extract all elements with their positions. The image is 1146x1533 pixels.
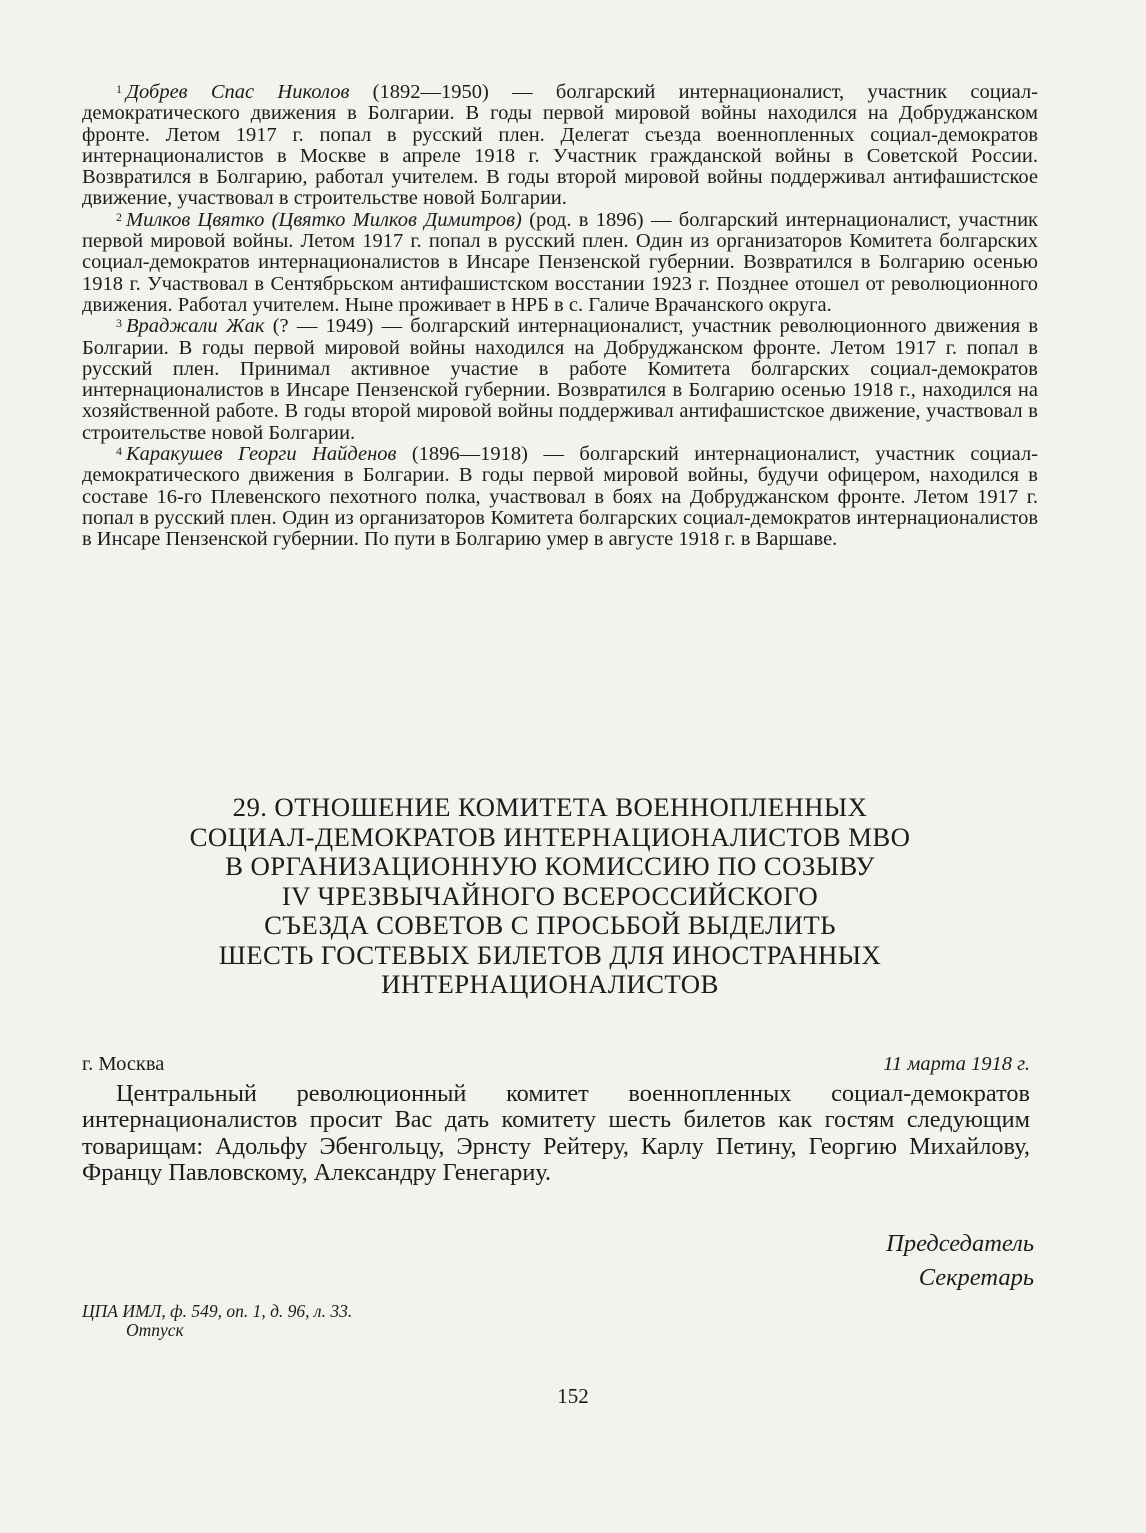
- title-line: 29. ОТНОШЕНИЕ КОМИТЕТА ВОЕННОПЛЕННЫХ: [232, 792, 868, 822]
- footnote: [82, 210, 1038, 316]
- document-place: г. Москва: [82, 1053, 165, 1075]
- footnote-text: (1896—1918) — болгарский интернационалист, участник социал-демократического движения в Болгарии. В годы первой мировой войны, будучи офицером, находился в составе 16-го Плевенского пехотного полка, участвовал в боях на Добруджанском фронте. Летом 1917 г. попал в русский плен. Один из организаторов Комитета болгарских социал-демократов интернационалистов в Инсаре Пензенской губернии. По пути в Болгарию умер в августе 1918 г. в Варшаве.: [82, 443, 1039, 551]
- footnote-number: 4: [116, 444, 122, 459]
- footnote-person-name: Каракушев Георги Найденов: [126, 443, 397, 466]
- archive-reference: ЦПА ИМЛ, ф. 549, оп. 1, д. 96, л. 33.: [82, 1301, 353, 1321]
- footnotes-section: [82, 82, 1038, 551]
- page-number: 152: [557, 1384, 589, 1408]
- title-line: ШЕСТЬ ГОСТЕВЫХ БИЛЕТОВ ДЛЯ ИНОСТРАННЫХ: [218, 939, 882, 970]
- footnote-person-name: Добрев Спас Николов: [126, 81, 350, 103]
- footnote-person-name: Милков Цвятко (Цвятко Милков Димитров): [126, 208, 522, 231]
- title-line: СЪЕЗДА СОВЕТОВ С ПРОСЬБОЙ ВЫДЕЛИТЬ: [264, 910, 836, 940]
- signature-chair: Председатель: [886, 1230, 1034, 1257]
- title-line: IV ЧРЕЗВЫЧАЙНОГО ВСЕРОССИЙСКОГО: [281, 880, 819, 911]
- document-title: [90, 793, 1010, 1000]
- footnote-number: 3: [116, 316, 122, 331]
- title-line: В ОРГАНИЗАЦИОННУЮ КОМИССИЮ ПО СОЗЫВУ: [225, 851, 875, 881]
- body-paragraph: Центральный революционный комитет военнопленных социал-демократов интернационалистов просит Вас дать комитету шесть билетов как гостям следующим товарищам: Адольфу Эбенгольцу, Эрнсту Рейтеру, Карлу Петину, Георгию Михайлову, Францу Павловскому, Александру Генегариу.: [82, 1080, 1030, 1186]
- footnote-text: (1892—1950) — болгарский интернационалист, участник социал-демократического движения в Болгарии. В годы первой мировой войны находился на Добруджанском фронте. Летом 1917 г. попал в русский плен. Делегат съезда военнопленных социал-демократов интернационалистов в Москве в апреле 1918 г. Участник гражданской войны в Советской России. Возвратился в Болгарию, работал учителем. В годы второй мировой войны поддерживал антифашистское движение, участвовал в строительстве новой Болгарии.: [82, 81, 1039, 210]
- copy-type: Отпуск: [126, 1320, 184, 1340]
- footnote: [82, 444, 1038, 550]
- title-line: ИНТЕРНАЦИОНАЛИСТОВ: [381, 969, 719, 999]
- archive-source: [82, 1302, 352, 1340]
- footnote-text: (род. в 1896) — болгарский интернационалист, участник первой мировой войны. Летом 1917 г. попал в русский плен. Один из организаторов Комитета болгарских социал-демократов интернационалистов в Инсаре Пензенской губернии. Возвратился в Болгарию осенью 1918 г. Участвовал в Сентябрьском антифашистском восстании 1923 г. Позднее отошел от революционного движения. Работал учителем. Ныне проживает в НРБ в с. Галиче Врачанского округа.: [82, 208, 1039, 316]
- footnote-text: (? — 1949) — болгарский интернационалист, участник революционного движения в Болгарии. В годы первой мировой войны находился на Добруджанском фронте. Летом 1917 г. попал в русский плен. Принимал активное участие в работе Комитета болгарских социал-демократов интернационалистов в Инсаре Пензенской губернии. Возвратился в Болгарию осенью 1918 г., находился на хозяйственной работе. В годы второй мировой войны поддерживал антифашистское движение, участвовал в строительстве новой Болгарии.: [82, 315, 1039, 444]
- footnote: [82, 316, 1038, 444]
- footnote-person-name: Враджали Жак: [126, 315, 265, 338]
- document-body: [82, 1081, 1030, 1186]
- title-line: СОЦИАЛ-ДЕМОКРАТОВ ИНТЕРНАЦИОНАЛИСТОВ МВО: [189, 821, 911, 852]
- footnote: [82, 82, 1038, 210]
- signature-secretary: Секретарь: [918, 1264, 1034, 1291]
- footnote-number: 1: [116, 82, 122, 96]
- document-date: 11 марта 1918 г.: [883, 1053, 1030, 1075]
- footnote-number: 2: [116, 209, 122, 224]
